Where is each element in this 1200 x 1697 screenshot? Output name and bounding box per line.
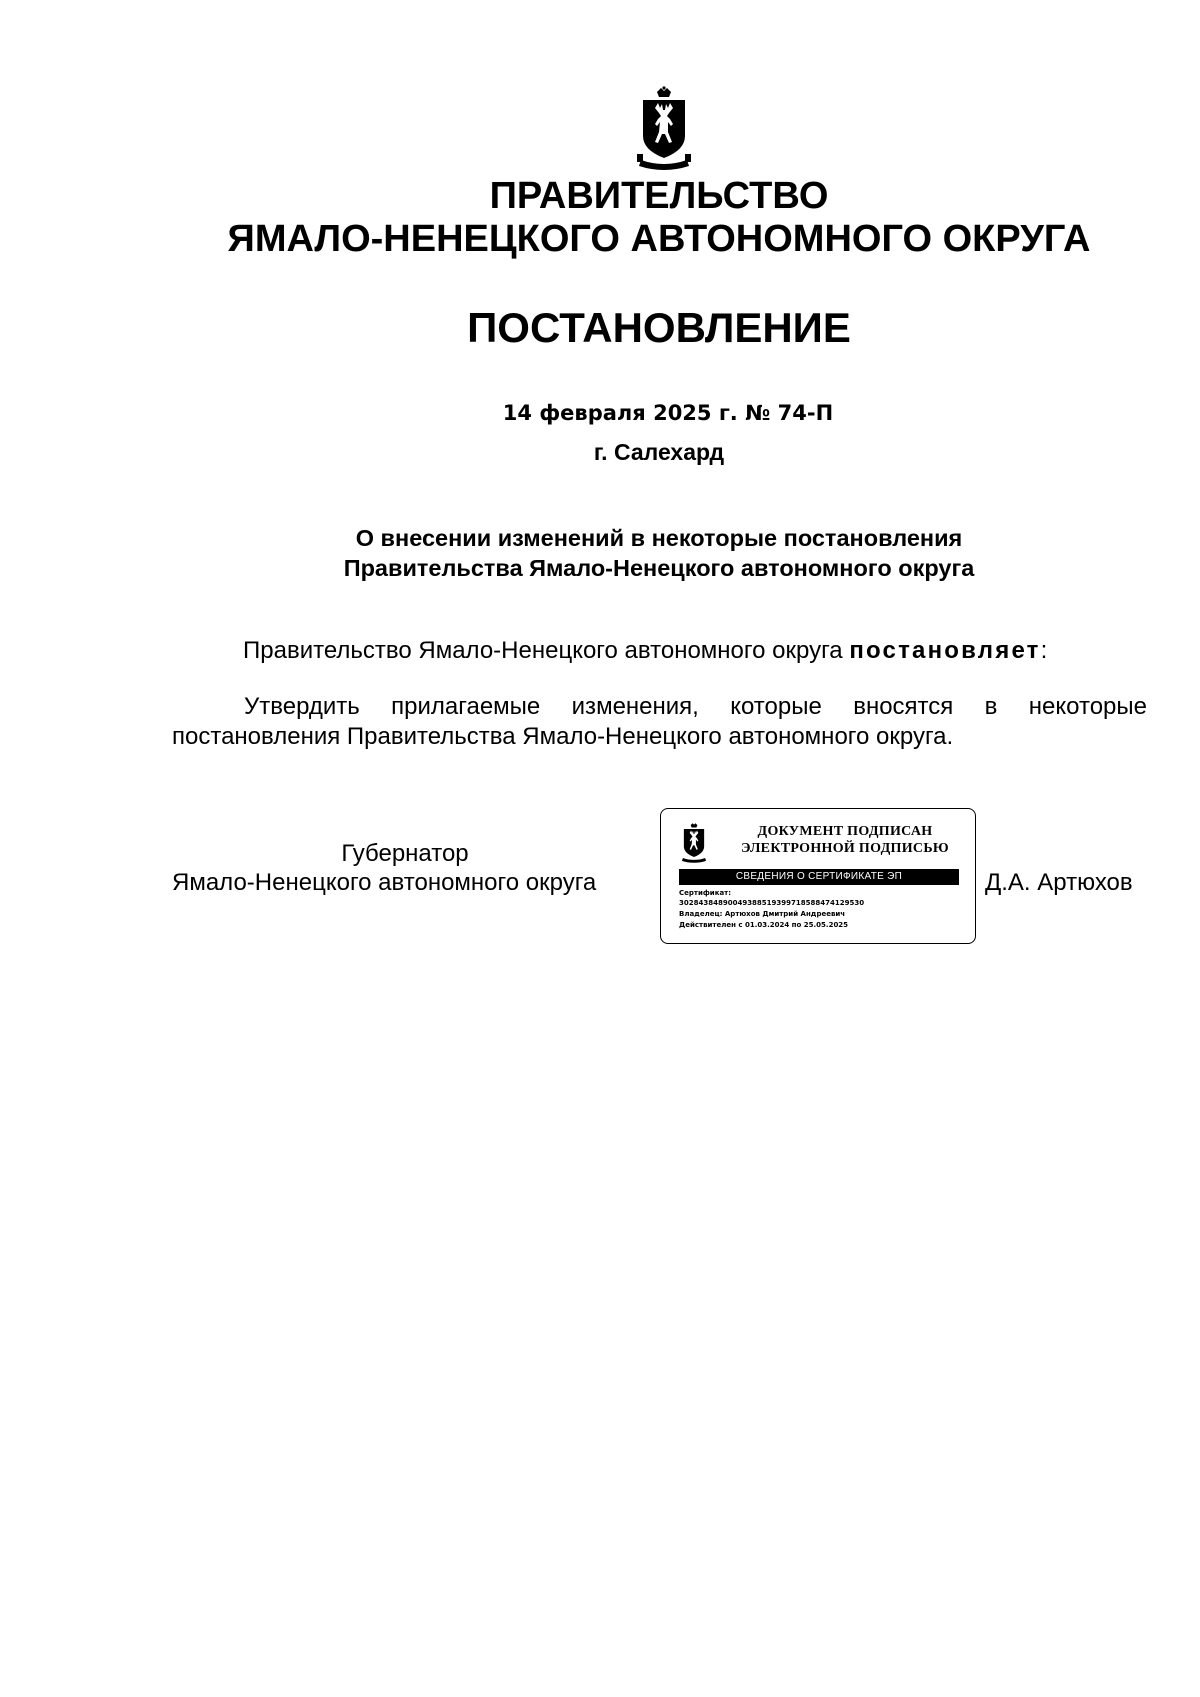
document-type-title: ПОСТАНОВЛЕНИЕ — [467, 304, 851, 351]
stamp-title-line2: ЭЛЕКТРОННОЙ ПОДПИСЬЮ — [741, 841, 949, 856]
preamble-text: Правительство Ямало-Ненецкого автономного округа — [243, 637, 850, 664]
stamp-certificate-number: 30284384890049388519399718588474129530 — [679, 899, 865, 907]
preamble-colon: : — [1040, 637, 1048, 664]
preamble-verb: постановляет — [849, 637, 1041, 664]
stamp-certificate-label: Сертификат: — [679, 889, 732, 897]
document-subject-line1: О внесении изменений в некоторые постановления — [355, 525, 963, 551]
electronic-signature-stamp — [660, 808, 976, 944]
government-name-line1: ПРАВИТЕЛЬСТВО — [489, 175, 829, 217]
body-paragraph: Утвердить прилагаемые изменения, которые вносятся в некоторые постановления Правительства Ямало-Ненецкого автономного округа. — [172, 693, 1147, 750]
stamp-title-line1: ДОКУМЕНТ ПОДПИСАН — [757, 824, 933, 839]
coat-of-arms-icon — [680, 821, 708, 865]
signatory-name: Д.А. Артюхов — [985, 869, 1133, 896]
signatory-position-line2: Ямало-Ненецкого автономного округа — [172, 869, 597, 896]
signatory-position-line1: Губернатор — [341, 840, 469, 867]
stamp-certificate-header: СВЕДЕНИЯ О СЕРТИФИКАТЕ ЭП — [679, 869, 959, 885]
document-date-number: 14 февраля 2025 г. № 74-П — [502, 401, 834, 425]
document-subject-line2: Правительства Ямало-Ненецкого автономного округа — [343, 555, 975, 581]
document-city: г. Салехард — [593, 439, 725, 465]
preamble-paragraph — [243, 636, 1047, 666]
stamp-validity: Действителен с 01.03.2024 по 25.05.2025 — [679, 921, 849, 929]
stamp-owner: Владелец: Артюхов Дмитрий Андреевич — [679, 910, 846, 918]
government-name-line2: ЯМАЛО-НЕНЕЦКОГО АВТОНОМНОГО ОКРУГА — [227, 218, 1091, 260]
coat-of-arms-icon — [635, 86, 693, 172]
